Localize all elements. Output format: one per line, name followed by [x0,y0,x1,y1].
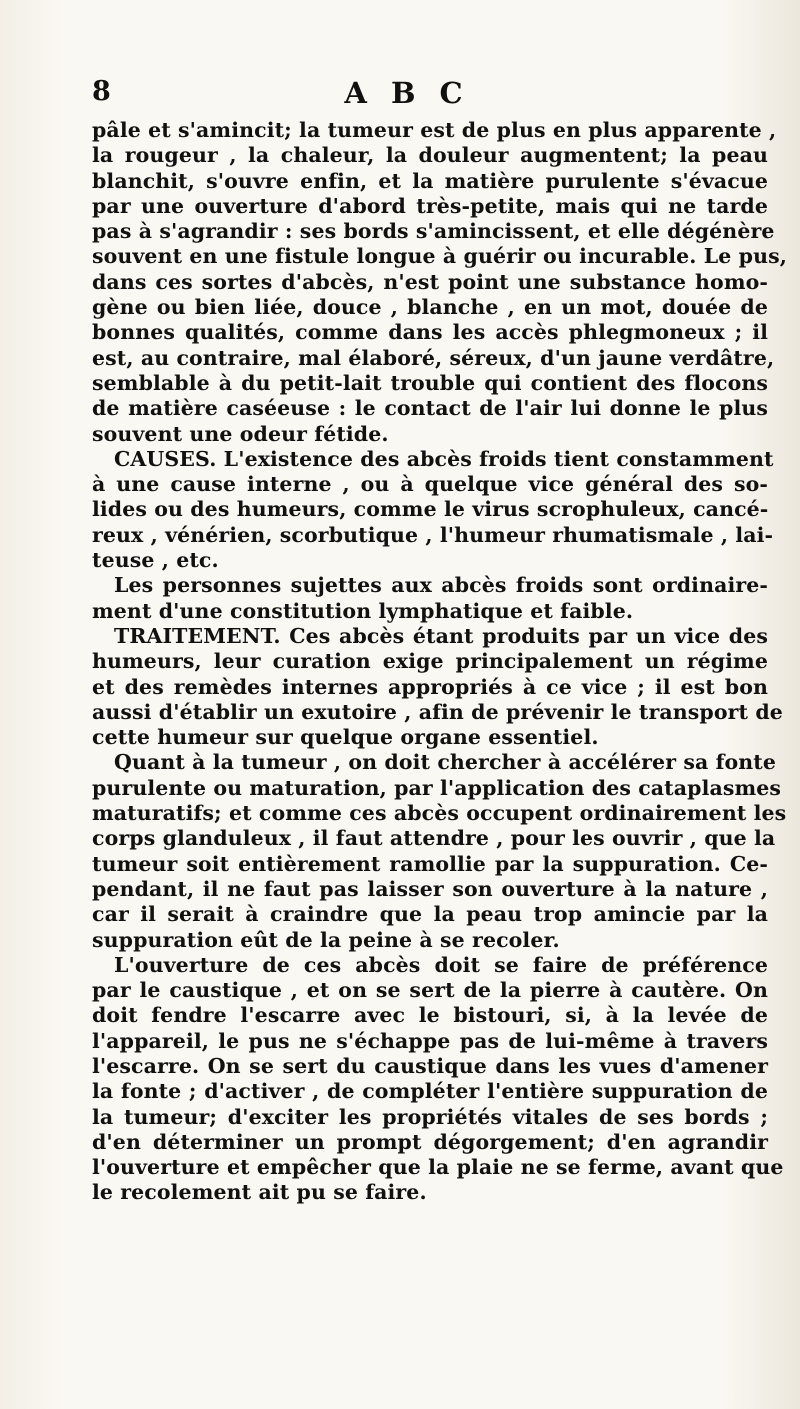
text-line: CAUSES. L'existence des abcès froids tient constamment [114,446,774,471]
text-line: corps glanduleux , il faut attendre , pour les ouvrir , que la [92,826,776,851]
text-line: pas à s'agrandir : ses bords s'amincissent, et elle dégénère [92,219,775,244]
text-line: par une ouverture d'abord très-petite, mais qui ne tarde [92,193,768,218]
text-line: maturatifs; et comme ces abcès occupent ordinairement les [92,801,787,826]
text-line: gène ou bien liée, douce , blanche , en un mot, douée de [92,295,768,320]
text-line: lides ou des humeurs, comme le virus scrophuleux, cancé- [92,497,769,522]
text-line: la tumeur; d'exciter les propriétés vitales de ses bords ; [92,1104,768,1129]
text-line: purulente ou maturation, par l'application des cataplasmes [92,775,782,800]
text-line: bonnes qualités, comme dans les accès phlegmoneux ; il [92,320,768,345]
text-line: est, au contraire, mal élaboré, séreux, d'un jaune verdâtre, [92,345,775,370]
text-line: Les personnes sujettes aux abcès froids sont ordinaire- [114,573,768,598]
text-line: blanchit, s'ouvre enfin, et la matière purulente s'évacue [92,168,768,193]
text-line: l'ouverture et empêcher que la plaie ne se ferme, avant que [92,1155,784,1180]
text-line: teuse , etc. [92,548,219,573]
text-line: car il serait à craindre que la peau trop amincie par la [92,902,768,927]
text-line: tumeur soit entièrement ramollie par la suppuration. Ce- [92,851,768,876]
page-number: 8 [92,76,111,107]
text-line: aussi d'établir un exutoire , afin de prévenir le transport de [92,699,783,724]
text-line: cette humeur sur quelque organe essentiel. [92,725,599,750]
text-line: suppuration eût de la peine à se recoler. [92,927,560,952]
text-line: à une cause interne , ou à quelque vice général des so- [92,472,768,497]
text-line: L'ouverture de ces abcès doit se faire de préférence [114,952,768,977]
body-text [92,118,787,1206]
text-line: de matière caséeuse : le contact de l'air lui donne le plus [92,396,768,421]
text-line: l'escarre. On se sert du caustique dans les vues d'amener [92,1053,768,1078]
text-line: humeurs, leur curation exige principalement un régime [92,649,768,674]
running-title: A B C [344,76,470,110]
text-line: la fonte ; d'activer , de compléter l'entière suppuration de [92,1079,768,1104]
text-line: souvent une odeur fétide. [92,421,389,446]
text-line: doit fendre l'escarre avec le bistouri, si, à la levée de [92,1003,768,1028]
text-line: la rougeur , la chaleur, la douleur augmentent; la peau [92,143,768,168]
text-line: d'en déterminer un prompt dégorgement; d'en agrandir [92,1129,768,1154]
text-line: par le caustique , et on se sert de la pierre à cautère. On [92,978,768,1003]
text-line: et des remèdes internes appropriés à ce vice ; il est bon [92,674,768,699]
text-line: le recolement ait pu se faire. [92,1180,427,1205]
text-line: TRAITEMENT. Ces abcès étant produits par un vice des [114,623,768,648]
text-line: pendant, il ne faut pas laisser son ouverture à la nature , [92,876,768,901]
text-line: l'appareil, le pus ne s'échappe pas de lui-même à travers [92,1028,768,1053]
text-line: souvent en une fistule longue à guérir ou incurable. Le pus, [92,244,787,269]
text-line: pâle et s'amincit; la tumeur est de plus en plus apparente , [92,118,777,142]
text-line: dans ces sortes d'abcès, n'est point une substance homo- [92,269,768,294]
text-line: reux , vénérien, scorbutique , l'humeur rhumatismale , lai- [92,522,774,547]
page-header [92,76,722,116]
text-line: Quant à la tumeur , on doit chercher à accélérer sa fonte [114,750,777,775]
text-line: semblable à du petit-lait trouble qui contient des flocons [92,370,768,395]
text-line: ment d'une constitution lymphatique et faible. [92,598,634,623]
